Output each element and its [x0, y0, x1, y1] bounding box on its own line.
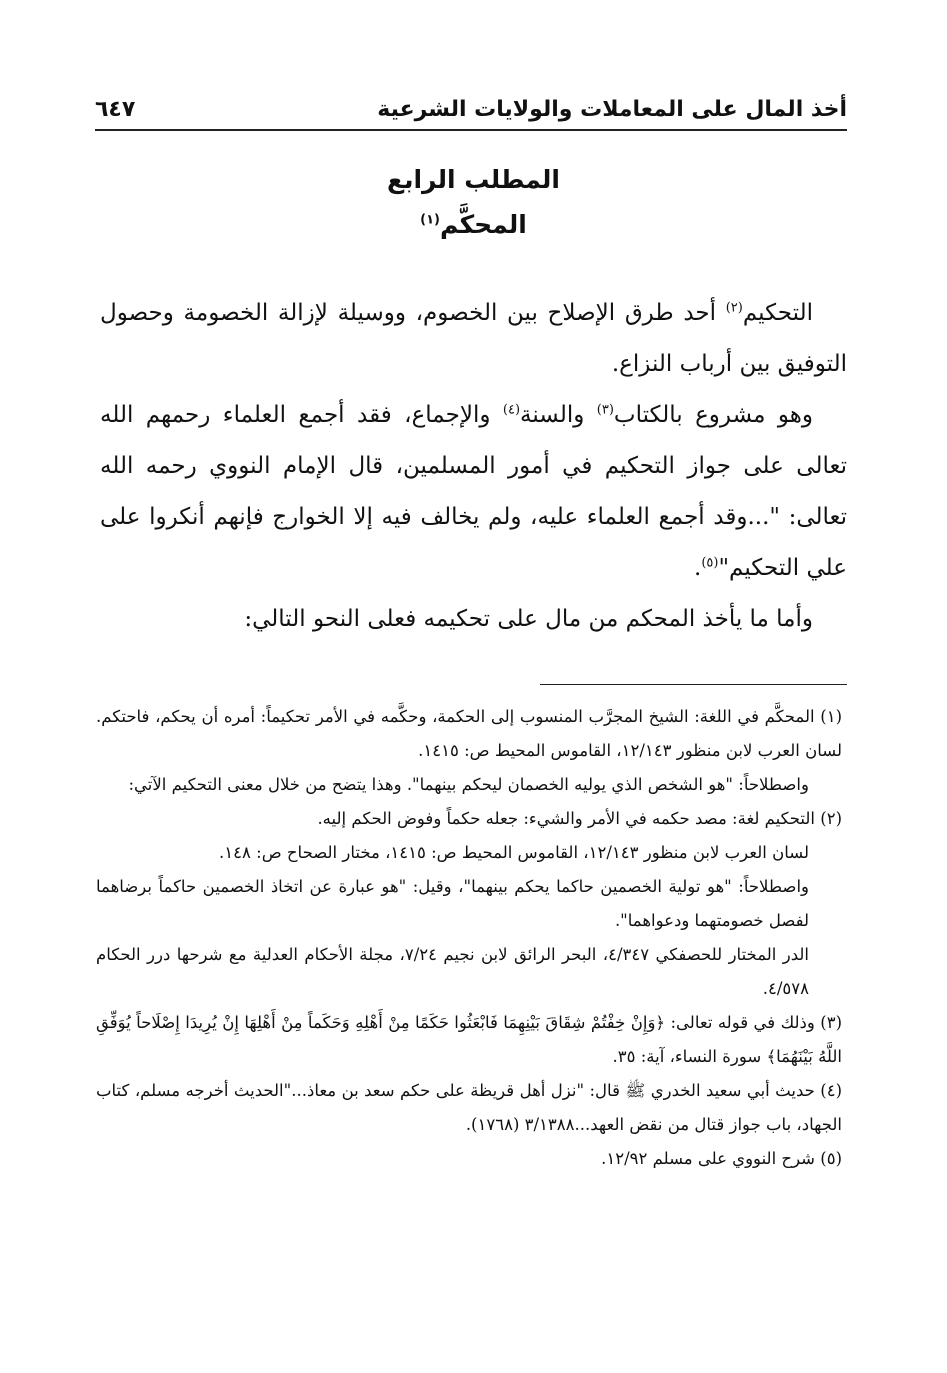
text-run: التحكيم	[742, 300, 813, 326]
footnote-ref: (٤)	[502, 402, 521, 418]
footnote-1: (١) المحكَّم في اللغة: الشيخ المجرَّب المنسوب إلى الحكمة، وحكَّمه في الأمر تحكيماً: أمره أن يحكم، فاحتكم. لسان العرب لابن منظور ١٢/١٤٣، القاموس المحيط ص: ١٤١٥.	[96, 707, 842, 760]
paragraph	[100, 390, 847, 594]
footnote-ref: (٢)	[725, 300, 743, 316]
footnote-ref: (١)	[420, 212, 440, 228]
footnote-2: (٢) التحكيم لغة: مصد حكمه في الأمر والشيء: جعله حكماً وفوض الحكم إليه.	[317, 809, 842, 828]
subtitle-text: المحكَّم	[439, 210, 527, 239]
running-title: أخذ المال على المعاملات والولايات الشرعية	[377, 97, 847, 122]
footnote-1-continuation: واصطلاحاً: "هو الشخص الذي يوليه الخصمان ليحكم بينهما". وهذا يتضح من خلال معنى التحكيم الآتي:	[128, 775, 809, 794]
footnote-2-definition: واصطلاحاً: "هو تولية الخصمين حاكما يحكم بينهما"، وقيل: "هو عبارة عن اتخاذ الخصمين حاكماً برضاهما لفصل خصومتهما ودعواهما".	[96, 877, 809, 930]
footnote-2-references: الدر المختار للحصفكي ٤/٣٤٧، البحر الرائق لابن نجيم ٧/٢٤، مجلة الأحكام العدلية مع شرحها درر الحكام ٤/٥٧٨.	[96, 945, 809, 998]
text-run: والسنة	[520, 402, 597, 428]
footnote-separator	[540, 684, 847, 685]
footnote-ref: (٥)	[701, 555, 719, 571]
running-header	[95, 92, 847, 128]
footnote-5: (٥) شرح النووي على مسلم ١٢/٩٢.	[601, 1149, 842, 1168]
section-title: المطلب الرابع	[387, 165, 560, 194]
footnote-2-sources: لسان العرب لابن منظور ١٢/١٤٣، القاموس المحيط ص: ١٤١٥، مختار الصحاح ص: ١٤٨.	[219, 843, 809, 862]
text-run: أحد طرق الإصلاح بين الخصوم، ووسيلة لإزالة الخصومة وحصول التوفيق بين أرباب النزاع.	[100, 300, 847, 377]
page-number: ٦٤٧	[95, 97, 136, 122]
footnote-4: (٤) حديث أبي سعيد الخدري ﷺ قال: "نزل أهل قريظة على حكم سعد بن معاذ..."الحديث أخرجه مسلم، كتاب الجهاد، باب جواز قتال من نقض العهد...٣/١٣٨٨ (١٧٦٨).	[96, 1081, 842, 1134]
header-rule	[95, 129, 847, 131]
body-text	[100, 288, 847, 645]
footnote-ref: (٣)	[596, 402, 614, 418]
footnotes	[96, 700, 842, 1176]
footnote-3: (٣) وذلك في قوله تعالى: ﴿وَإِنْ خِفْتُمْ شِقَاقَ بَيْنِهِمَا فَابْعَثُوا حَكَمًا مِنْ أَهْلِهِ وَحَكَماً مِنْ أَهْلِهَا إِنْ يُرِيدَا إِصْلَاحاً يُوَفِّقِ اللَّهُ بَيْنَهُمَا﴾ سورة النساء، آية: ٣٥.	[96, 1013, 842, 1066]
paragraph	[100, 288, 847, 390]
text-run: وهو مشروع بالكتاب	[613, 402, 814, 428]
paragraph: وأما ما يأخذ المحكم من مال على تحكيمه فعلى النحو التالي:	[244, 606, 813, 632]
text-run: .	[694, 555, 702, 581]
text-run: والإجماع، فقد أجمع العلماء رحمهم الله تعالى على جواز التحكيم في أمور المسلمين، قال الإمام النووي رحمه الله تعالى: "...وقد أجمع العلماء عليه، ولم يخالف فيه إلا الخوارج فإنهم أنكروا على علي التحكيم"	[100, 402, 847, 581]
section-subtitle	[0, 210, 947, 239]
